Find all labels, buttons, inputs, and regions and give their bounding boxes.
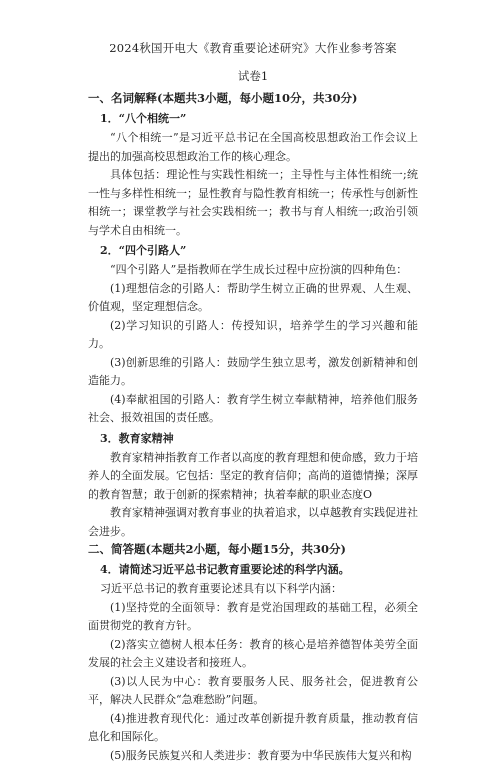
question-4-item: (4)推进教育现代化：通过改革创新提升教育质量，推动教育信息化和国际化。: [88, 710, 418, 747]
question-4-item: (2)落实立德树人根本任务：教育的核心是培养德智体美劳全面发展的社会主义建设者和接班人。: [88, 636, 418, 673]
question-2-heading: 2．“四个引路人”: [100, 242, 418, 258]
paper-label: 试卷1: [88, 68, 418, 84]
question-2-item: (4)奉献祖国的引路人：教育学生树立奉献精神，培养他们服务社会、报效祖国的责任感。: [88, 391, 418, 428]
question-4-item: (5)服务民族复兴和人类进步：教育要为中华民族伟大复兴和构: [88, 747, 418, 765]
question-4-heading: 4．请简述习近平总书记教育重要论述的科学内涵。: [100, 561, 418, 577]
question-2-item: (2)学习知识的引路人：传授知识，培养学生的学习兴趣和能力。: [88, 317, 418, 354]
question-3-paragraph: 教育家精神指教育工作者以高度的教育理想和使命感，致力于培养人的全面发展。它包括：坚定的教育信仰；高尚的道德情操；深厚的教育智慧；敢于创新的探索精神；执着奉献的职业态度O: [88, 449, 418, 505]
question-2-item: (3)创新思维的引路人：鼓励学生独立思考，激发创新精神和创造能力。: [88, 354, 418, 391]
question-4-item: (3)以人民为中心：教育要服务人民、服务社会，促进教育公平，解决人民群众“急难愁盼”问题。: [88, 673, 418, 710]
question-1-paragraph: “八个相统一”是习近平总书记在全国高校思想政治工作会议上提出的加强高校思想政治工作的核心理念。: [88, 129, 418, 166]
question-3-heading: 3．教育家精神: [100, 430, 418, 446]
question-2-paragraph: “四个引路人”是指教师在学生成长过程中应扮演的四种角色：: [88, 261, 418, 280]
section-heading-terms: 一、名词解释(本题共3小题，每小题10分，共30分): [88, 90, 418, 106]
question-4-paragraph: 习近平总书记的教育重要论述具有以下科学内涵：: [88, 580, 418, 599]
question-3-paragraph: 教育家精神强调对教育事业的执着追求，以卓越教育实践促进社会进步。: [88, 504, 418, 541]
question-4-item: (1)坚持党的全面领导：教育是党治国理政的基础工程，必须全面贯彻党的教育方针。: [88, 599, 418, 636]
question-1-paragraph: 具体包括：理论性与实践性相统一；主导性与主体性相统一;统一性与多样性相统一；显性教育与隐性教育相统一；传承性与创新性相统一；课堂教学与社会实践相统一；教书与育人相统一;政治引领与学术自由相统一。: [88, 166, 418, 240]
question-2-item: (1)理想信念的引路人：帮助学生树立正确的世界观、人生观、价值观，坚定理想信念。: [88, 280, 418, 317]
document-title: 2024秋国开电大《教育重要论述研究》大作业参考答案: [88, 40, 418, 56]
section-heading-short-answer: 二、简答题(本题共2小题，每小题15分，共30分): [88, 541, 418, 557]
question-1-heading: 1．“八个相统一”: [100, 110, 418, 126]
